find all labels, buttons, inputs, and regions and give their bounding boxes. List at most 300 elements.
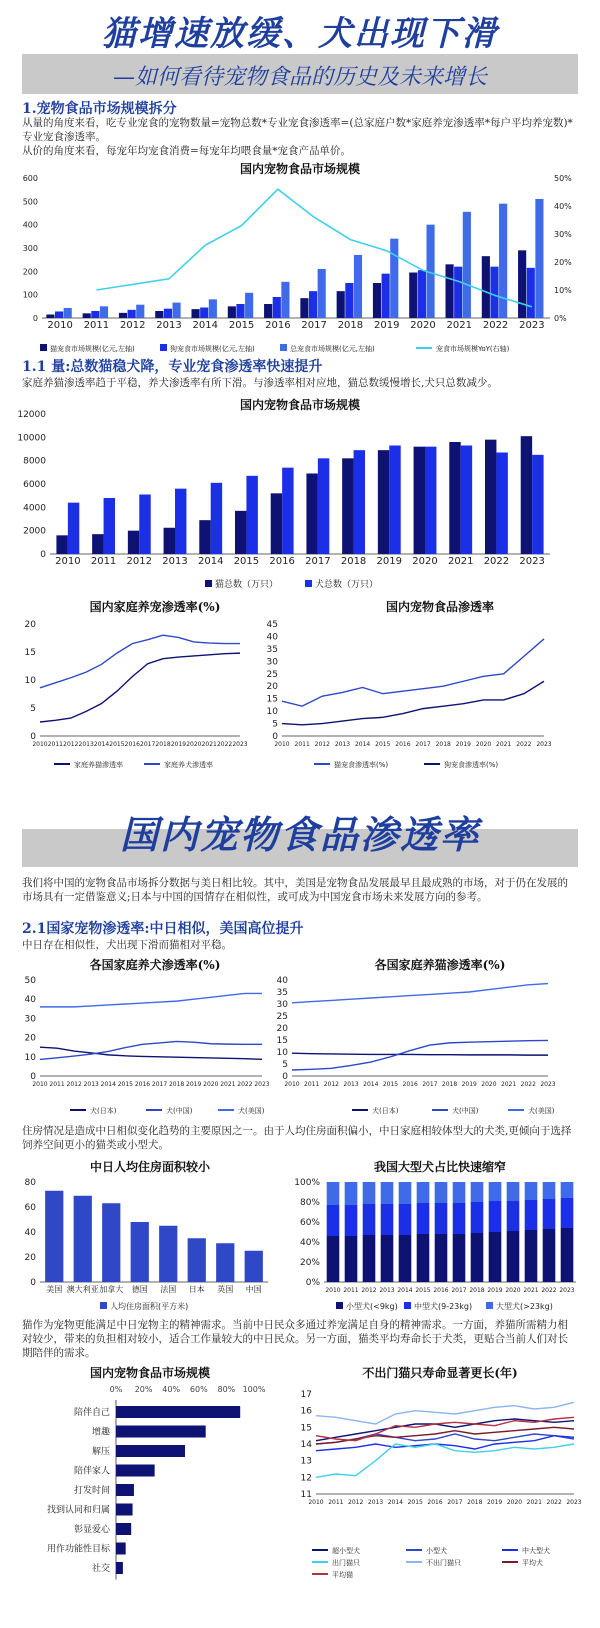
c9-bar bbox=[116, 1426, 206, 1438]
c7-bar bbox=[45, 1191, 63, 1282]
c8-tick: 40% bbox=[299, 1238, 320, 1248]
c5-tick: 50 bbox=[24, 976, 36, 986]
c8-bar-s0 bbox=[471, 1233, 484, 1282]
c5-xlabel: 2010 bbox=[32, 1081, 48, 1088]
legend-label: 犬(中国) bbox=[452, 1107, 479, 1115]
c3-xlabel: 2023 bbox=[232, 741, 248, 748]
legend-label: 大型犬(>23kg) bbox=[496, 1302, 553, 1311]
c7-tick: 40 bbox=[24, 1228, 36, 1238]
c1-tick: 200 bbox=[22, 267, 38, 277]
c6-tick: 35 bbox=[276, 988, 288, 998]
c2-tick: 0 bbox=[40, 550, 46, 560]
c3-xlabel: 2015 bbox=[109, 741, 125, 748]
c3-xlabel: 2014 bbox=[93, 741, 110, 748]
c10-xlabel: 2010 bbox=[308, 1499, 324, 1506]
c9-bar bbox=[116, 1504, 133, 1516]
c7-bar bbox=[216, 1243, 234, 1282]
c4-tick: 15 bbox=[266, 694, 278, 705]
c8-bar-s2 bbox=[489, 1182, 502, 1201]
c1-bar-s2 bbox=[172, 303, 180, 318]
c4-xlabel: 2011 bbox=[294, 741, 310, 748]
c3-xlabel: 2016 bbox=[124, 741, 140, 748]
c10-tick: 12 bbox=[300, 1473, 312, 1484]
c8-xlabel: 2016 bbox=[433, 1287, 449, 1294]
c8-xlabel: 2010 bbox=[325, 1287, 341, 1294]
c5-xlabel: 2022 bbox=[237, 1081, 253, 1088]
c8-bar-s2 bbox=[471, 1182, 484, 1202]
c2-bar-s1 bbox=[104, 498, 115, 554]
c7-bar bbox=[131, 1222, 149, 1282]
c6-series-0 bbox=[292, 1053, 548, 1055]
c8-tick: 100% bbox=[294, 1178, 320, 1188]
c1-xlabel: 2019 bbox=[373, 320, 400, 331]
c1-xlabel: 2012 bbox=[119, 320, 146, 331]
chart-housing-area bbox=[0, 1174, 300, 1316]
c6-xlabel: 2017 bbox=[422, 1081, 438, 1088]
c1-bar-s0 bbox=[155, 311, 163, 318]
c4-xlabel: 2017 bbox=[415, 741, 431, 748]
chart-10-title: 不出门猫只寿命显著更长(年) bbox=[362, 1366, 518, 1380]
c2-xlabel: 2012 bbox=[126, 556, 153, 567]
c8-bar-s0 bbox=[399, 1235, 412, 1282]
c2-xlabel: 2013 bbox=[162, 556, 188, 567]
c2-xlabel: 2010 bbox=[55, 556, 81, 567]
c1-xlabel: 2017 bbox=[301, 320, 327, 331]
c1-xlabel: 2011 bbox=[83, 320, 110, 331]
c4-tick: 5 bbox=[272, 719, 278, 730]
c8-bar-s0 bbox=[525, 1230, 538, 1282]
legend-swatch bbox=[404, 1302, 411, 1309]
c3-xlabel: 2017 bbox=[140, 741, 156, 748]
c8-bar-s0 bbox=[453, 1234, 466, 1282]
c2-bar-s1 bbox=[68, 503, 79, 554]
c9-xtick: 80% bbox=[217, 1385, 236, 1394]
chart-pet-motives bbox=[0, 1380, 300, 1628]
c1-xlabel: 2014 bbox=[192, 320, 219, 331]
c1-bar-s2 bbox=[318, 269, 326, 318]
c1-bar-s2 bbox=[209, 299, 217, 318]
c1-bar-s0 bbox=[46, 315, 54, 319]
c1-xlabel: 2013 bbox=[156, 320, 182, 331]
c4-tick: 30 bbox=[266, 657, 278, 668]
legend-label: 猫总数（万只） bbox=[215, 580, 279, 590]
c4-xlabel: 2013 bbox=[334, 741, 351, 748]
c10-xlabel: 2013 bbox=[367, 1499, 384, 1506]
c10-xlabel: 2014 bbox=[387, 1499, 404, 1506]
c1-bar-s2 bbox=[64, 308, 72, 318]
page-subtitle: —如何看待宠物食品的历史及未来增长 bbox=[112, 65, 487, 90]
c8-bar-s2 bbox=[381, 1182, 394, 1204]
c1-bar-s1 bbox=[418, 270, 426, 318]
c1-bar-s2 bbox=[100, 306, 108, 318]
c8-bar-s2 bbox=[345, 1182, 358, 1205]
c1-bar-s1 bbox=[91, 311, 99, 318]
c1-bar-s1 bbox=[527, 268, 535, 318]
c2-bar-s0 bbox=[164, 528, 175, 554]
c2-xlabel: 2016 bbox=[269, 556, 295, 567]
chart-6-title: 各国家庭养猫渗透率(%) bbox=[374, 958, 506, 972]
c5-tick: 10 bbox=[24, 1052, 36, 1063]
c1-bar-s0 bbox=[337, 291, 345, 318]
c8-bar-s1 bbox=[561, 1198, 574, 1228]
c1-bar-s0 bbox=[264, 304, 272, 318]
legend-label: 不出门猫只 bbox=[426, 1559, 461, 1567]
c6-series-2 bbox=[292, 984, 548, 1003]
c1-bar-s2 bbox=[535, 199, 543, 318]
c8-tick: 20% bbox=[299, 1258, 320, 1268]
c1-bar-s0 bbox=[83, 313, 91, 318]
c8-bar-s2 bbox=[399, 1182, 412, 1204]
c6-xlabel: 2020 bbox=[481, 1081, 497, 1088]
c5-xlabel: 2018 bbox=[168, 1081, 185, 1088]
c10-tick: 11 bbox=[300, 1490, 312, 1500]
c2-tick: 12000 bbox=[17, 410, 46, 420]
c8-bar-s0 bbox=[435, 1234, 448, 1282]
legend-label: 犬(美国) bbox=[238, 1107, 265, 1115]
c10-tick: 15 bbox=[300, 1423, 312, 1434]
section-1-1-para: 家庭养猫渗透率趋于平稳，养犬渗透率有所下滑。与渗透率相对应地，猫总数缓慢增长,犬只总数减少。 bbox=[22, 377, 498, 389]
c5-xlabel: 2020 bbox=[203, 1081, 219, 1088]
section-1-para bbox=[22, 116, 578, 158]
legend-label: 狗宠食市场规模(亿元,左轴) bbox=[170, 345, 255, 353]
c6-tick: 25 bbox=[276, 1012, 288, 1022]
c8-bar-s2 bbox=[543, 1182, 556, 1199]
legend-swatch bbox=[486, 1302, 493, 1309]
legend-label: 家庭养猫渗透率 bbox=[74, 761, 123, 769]
c8-bar-s2 bbox=[525, 1182, 538, 1200]
c10-xlabel: 2012 bbox=[348, 1499, 364, 1506]
c5-xlabel: 2011 bbox=[49, 1081, 65, 1088]
c6-tick: 15 bbox=[276, 1036, 288, 1046]
legend-label: 平均犬 bbox=[522, 1559, 543, 1567]
c6-xlabel: 2010 bbox=[284, 1081, 300, 1088]
chart-food-penetration bbox=[266, 614, 600, 788]
c8-bar-s1 bbox=[507, 1201, 520, 1231]
c1-tick: 100 bbox=[22, 290, 38, 300]
c3-xlabel: 2018 bbox=[155, 741, 171, 748]
c4-xlabel: 2021 bbox=[496, 741, 512, 748]
c10-xlabel: 2020 bbox=[506, 1499, 523, 1506]
c1-right-tick: 30% bbox=[554, 230, 572, 239]
c8-bar-s1 bbox=[489, 1201, 502, 1232]
c5-tick: 0 bbox=[30, 1072, 36, 1082]
c8-xlabel: 2017 bbox=[451, 1287, 467, 1294]
chart-2-title: 国内宠物食品市场规模 bbox=[239, 398, 360, 412]
c1-bar-s0 bbox=[518, 250, 526, 318]
c1-bar-s1 bbox=[454, 267, 462, 318]
legend-label: 犬(美国) bbox=[528, 1107, 555, 1115]
legend-swatch bbox=[305, 580, 312, 587]
c1-xlabel: 2010 bbox=[47, 320, 73, 331]
section-2-1-para: 中日存在相似性，犬出现下滑而猫相对平稳。 bbox=[22, 939, 232, 951]
c5-xlabel: 2014 bbox=[100, 1081, 116, 1088]
c1-bar-s1 bbox=[55, 311, 63, 318]
c5-xlabel: 2021 bbox=[220, 1081, 236, 1088]
c4-xlabel: 2014 bbox=[354, 741, 371, 748]
c4-series-1 bbox=[282, 681, 544, 725]
c6-xlabel: 2019 bbox=[461, 1081, 477, 1088]
c5-tick: 30 bbox=[24, 1014, 36, 1025]
c2-xlabel: 2017 bbox=[305, 556, 331, 567]
c6-xlabel: 2018 bbox=[441, 1081, 458, 1088]
c4-tick: 20 bbox=[266, 682, 278, 693]
c8-xlabel: 2020 bbox=[505, 1287, 521, 1294]
c9-bar bbox=[116, 1484, 134, 1496]
c5-series-2 bbox=[40, 993, 262, 1006]
c8-bar-s2 bbox=[453, 1182, 466, 1203]
c8-xlabel: 2013 bbox=[379, 1287, 395, 1294]
c9-xtick: 0% bbox=[109, 1385, 123, 1394]
c9-bar bbox=[116, 1523, 131, 1535]
c8-bar-s0 bbox=[417, 1234, 430, 1282]
legend-label: 宠食市场规模YoY(右轴) bbox=[436, 345, 510, 353]
c2-xlabel: 2023 bbox=[519, 556, 545, 567]
c6-xlabel: 2013 bbox=[343, 1081, 359, 1088]
c8-bar-s1 bbox=[381, 1204, 394, 1235]
c2-bar-s0 bbox=[521, 436, 532, 554]
c7-bar bbox=[188, 1238, 206, 1282]
c3-tick: 10 bbox=[24, 676, 36, 686]
c8-xlabel: 2023 bbox=[559, 1287, 575, 1294]
c10-xlabel: 2015 bbox=[407, 1499, 423, 1506]
c1-bar-s1 bbox=[164, 309, 172, 318]
c8-xlabel: 2014 bbox=[397, 1287, 413, 1294]
c6-tick: 0 bbox=[282, 1072, 288, 1082]
legend-label: 狗宠食渗透率(%) bbox=[444, 761, 499, 769]
c1-bar-s1 bbox=[490, 267, 498, 318]
c2-bar-s1 bbox=[139, 495, 150, 555]
legend-label: 小型犬(<9kg) bbox=[346, 1302, 398, 1311]
c4-series-0 bbox=[282, 639, 544, 706]
c1-bar-s2 bbox=[136, 305, 144, 318]
c10-xlabel: 2016 bbox=[427, 1499, 443, 1506]
c2-bar-s1 bbox=[461, 446, 472, 555]
c3-series-1 bbox=[40, 635, 240, 688]
c9-bar bbox=[116, 1543, 126, 1555]
c2-tick: 2000 bbox=[23, 526, 46, 537]
c6-xlabel: 2014 bbox=[363, 1081, 379, 1088]
c7-xlabel: 日本 bbox=[188, 1285, 205, 1294]
c9-xtick: 100% bbox=[242, 1385, 266, 1394]
c8-bar-s1 bbox=[417, 1203, 430, 1234]
c2-bar-s1 bbox=[425, 447, 436, 554]
c1-tick: 400 bbox=[22, 220, 38, 230]
c3-xlabel: 2021 bbox=[201, 741, 217, 748]
c2-bar-s0 bbox=[199, 520, 210, 554]
c4-xlabel: 2018 bbox=[435, 741, 451, 748]
c8-bar-s1 bbox=[327, 1205, 340, 1236]
c1-xlabel: 2022 bbox=[482, 320, 509, 331]
c2-bar-s1 bbox=[354, 450, 365, 554]
c1-bar-s1 bbox=[128, 310, 136, 318]
chart-dog-size-share bbox=[294, 1174, 600, 1316]
c4-xlabel: 2022 bbox=[516, 741, 532, 748]
c4-xlabel: 2016 bbox=[395, 741, 411, 748]
c7-xlabel: 澳大利亚 bbox=[66, 1285, 99, 1294]
c2-bar-s0 bbox=[56, 535, 67, 554]
c1-bar-s1 bbox=[309, 291, 317, 318]
para-price: 从价的角度来看，每宠年均宠食消费=每宠年均喂食量*宠食产品单价。 bbox=[22, 145, 352, 157]
c1-tick: 300 bbox=[22, 244, 38, 253]
legend-label: 猫宠食渗透率(%) bbox=[334, 761, 389, 769]
c2-bar-s1 bbox=[318, 458, 329, 554]
legend-label: 出门猫只 bbox=[332, 1559, 360, 1567]
c1-bar-s2 bbox=[463, 212, 471, 318]
c9-ylabel: 彰显爱心 bbox=[73, 1525, 110, 1535]
c3-series-0 bbox=[40, 653, 240, 722]
para-volume: 从量的角度来看，吃专业宠食的宠物数量=宠物总数*专业宠食渗透率=(总家庭户数*家庭养宠渗透率*每户平均养宠数)*专业宠食渗透率。 bbox=[22, 117, 573, 143]
c3-xlabel: 2022 bbox=[216, 741, 233, 748]
c8-bar-s2 bbox=[435, 1182, 448, 1203]
c2-xlabel: 2021 bbox=[447, 556, 474, 567]
legend-label: 小型犬 bbox=[426, 1547, 447, 1555]
c7-bar bbox=[74, 1196, 92, 1282]
chart-5-title: 各国家庭养犬渗透率(%) bbox=[89, 958, 221, 972]
c1-bar-s0 bbox=[373, 283, 381, 318]
c10-xlabel: 2017 bbox=[447, 1499, 463, 1506]
c5-series-0 bbox=[40, 1047, 262, 1059]
c1-bar-s1 bbox=[273, 297, 281, 318]
c2-tick: 10000 bbox=[17, 433, 46, 444]
c10-series-3 bbox=[316, 1444, 574, 1477]
c4-xlabel: 2012 bbox=[314, 741, 330, 748]
c8-bar-s0 bbox=[345, 1236, 358, 1282]
c8-bar-s1 bbox=[453, 1203, 466, 1234]
c5-xlabel: 2017 bbox=[151, 1081, 168, 1088]
c2-bar-s1 bbox=[532, 455, 543, 554]
c7-xlabel: 美国 bbox=[46, 1285, 63, 1294]
chart-1-title: 国内宠物食品市场规模 bbox=[239, 162, 360, 176]
legend-label: 人均住房面积(平方米) bbox=[110, 1302, 189, 1311]
legend-swatch bbox=[205, 580, 212, 587]
chart-household-penetration bbox=[0, 614, 300, 788]
c7-tick: 0 bbox=[30, 1278, 36, 1288]
c2-bar-s0 bbox=[449, 442, 460, 554]
c1-bar-s0 bbox=[191, 309, 199, 318]
c2-bar-s1 bbox=[282, 468, 293, 554]
c10-xlabel: 2023 bbox=[566, 1499, 582, 1506]
c8-bar-s1 bbox=[471, 1202, 484, 1233]
c2-bar-s1 bbox=[496, 453, 507, 555]
c3-xlabel: 2020 bbox=[186, 741, 202, 748]
c8-bar-s0 bbox=[543, 1229, 556, 1282]
c2-bar-s0 bbox=[235, 511, 246, 554]
c8-bar-s0 bbox=[489, 1232, 502, 1282]
c1-right-tick: 20% bbox=[554, 258, 572, 267]
c8-bar-s2 bbox=[561, 1182, 574, 1198]
c1-bar-s2 bbox=[281, 282, 289, 318]
c4-xlabel: 2023 bbox=[536, 741, 552, 748]
c3-xlabel: 2013 bbox=[78, 741, 94, 748]
c5-tick: 40 bbox=[24, 995, 36, 1006]
c7-xlabel: 德国 bbox=[131, 1285, 148, 1294]
c2-bar-s1 bbox=[389, 446, 400, 555]
c1-bar-s2 bbox=[390, 239, 398, 318]
c2-bar-s0 bbox=[342, 458, 353, 554]
c1-bar-s1 bbox=[345, 283, 353, 318]
c2-xlabel: 2015 bbox=[233, 556, 260, 567]
c9-bar bbox=[116, 1406, 240, 1418]
c9-ylabel: 增趣 bbox=[91, 1427, 110, 1438]
c1-tick: 500 bbox=[22, 197, 38, 207]
c2-bar-s0 bbox=[378, 450, 389, 554]
c10-series-5 bbox=[316, 1427, 574, 1444]
c6-tick: 20 bbox=[276, 1024, 288, 1034]
chart-lifespan bbox=[300, 1380, 600, 1628]
c4-xlabel: 2020 bbox=[475, 741, 492, 748]
c6-xlabel: 2021 bbox=[500, 1081, 517, 1088]
c2-xlabel: 2011 bbox=[90, 556, 117, 567]
c8-bar-s1 bbox=[345, 1205, 358, 1236]
c1-right-tick: 10% bbox=[554, 286, 572, 295]
c6-xlabel: 2015 bbox=[382, 1081, 399, 1088]
c6-tick: 10 bbox=[276, 1048, 288, 1058]
c1-bar-s0 bbox=[300, 298, 308, 318]
c9-bar bbox=[116, 1562, 123, 1574]
c4-tick: 45 bbox=[266, 620, 278, 630]
c4-xlabel: 2015 bbox=[375, 741, 391, 748]
c9-ylabel: 陪伴家人 bbox=[73, 1466, 110, 1477]
c2-xlabel: 2020 bbox=[412, 556, 438, 567]
section-2-intro: 我们将中国的宠物食品市场拆分数据与美日相比较。其中，美国是宠物食品发展最早且最成熟的市场，对于仍在发展的市场具有一定借鉴意义;日本与中国的国情存在相似性，或可成为中国宠食市场未来发展方向的参考。 bbox=[22, 877, 568, 903]
c1-xlabel: 2020 bbox=[410, 320, 436, 331]
c4-xlabel: 2010 bbox=[274, 741, 290, 748]
c2-tick: 4000 bbox=[23, 503, 46, 514]
c8-xlabel: 2015 bbox=[415, 1287, 431, 1294]
c9-ylabel: 解压 bbox=[91, 1447, 110, 1457]
c1-bar-s2 bbox=[499, 204, 507, 318]
c5-xlabel: 2016 bbox=[134, 1081, 151, 1088]
c4-tick: 0 bbox=[272, 732, 278, 742]
legend-swatch bbox=[160, 344, 167, 351]
c9-bar bbox=[116, 1445, 185, 1457]
c2-bar-s1 bbox=[246, 476, 257, 554]
c10-xlabel: 2018 bbox=[467, 1499, 483, 1506]
c1-xlabel: 2021 bbox=[446, 320, 473, 331]
c8-bar-s2 bbox=[363, 1182, 376, 1204]
c6-xlabel: 2012 bbox=[323, 1081, 340, 1088]
legend-label: 平均猫 bbox=[332, 1571, 353, 1579]
legend-label: 总宠食市场规模(亿元,左轴) bbox=[290, 345, 375, 353]
c8-bar-s1 bbox=[363, 1204, 376, 1235]
chart-pet-counts bbox=[0, 408, 600, 594]
c2-bar-s0 bbox=[128, 531, 139, 554]
legend-label: 犬(中国) bbox=[166, 1107, 193, 1115]
c1-bar-s1 bbox=[382, 274, 390, 318]
c1-tick: 600 bbox=[22, 174, 38, 183]
c1-bar-s1 bbox=[236, 304, 244, 318]
c4-tick: 35 bbox=[266, 644, 278, 655]
c3-tick: 0 bbox=[30, 732, 36, 742]
c8-bar-s0 bbox=[507, 1231, 520, 1282]
c3-xlabel: 2019 bbox=[170, 741, 187, 748]
c7-bar bbox=[245, 1251, 263, 1282]
c8-tick: 80% bbox=[299, 1198, 320, 1208]
legend-swatch bbox=[40, 344, 47, 351]
c6-xlabel: 2023 bbox=[540, 1081, 556, 1088]
section-heading-1-1: 1.1 量:总数猫稳犬降，专业宠食渗透率快速提升 bbox=[22, 359, 323, 375]
c6-xlabel: 2022 bbox=[520, 1081, 536, 1088]
legend-swatch bbox=[280, 344, 287, 351]
c10-xlabel: 2021 bbox=[526, 1499, 542, 1506]
c5-xlabel: 2015 bbox=[117, 1081, 134, 1088]
legend-label: 中大型犬 bbox=[522, 1547, 550, 1555]
c1-xlabel: 2018 bbox=[337, 320, 364, 331]
c1-bar-s2 bbox=[354, 255, 362, 318]
section-heading-2-1: 2.1国家宠物渗透率:中日相似，美国高位提升 bbox=[22, 921, 304, 937]
legend-swatch bbox=[336, 1302, 343, 1309]
chart-4-title: 国内宠物食品渗透率 bbox=[385, 600, 494, 614]
